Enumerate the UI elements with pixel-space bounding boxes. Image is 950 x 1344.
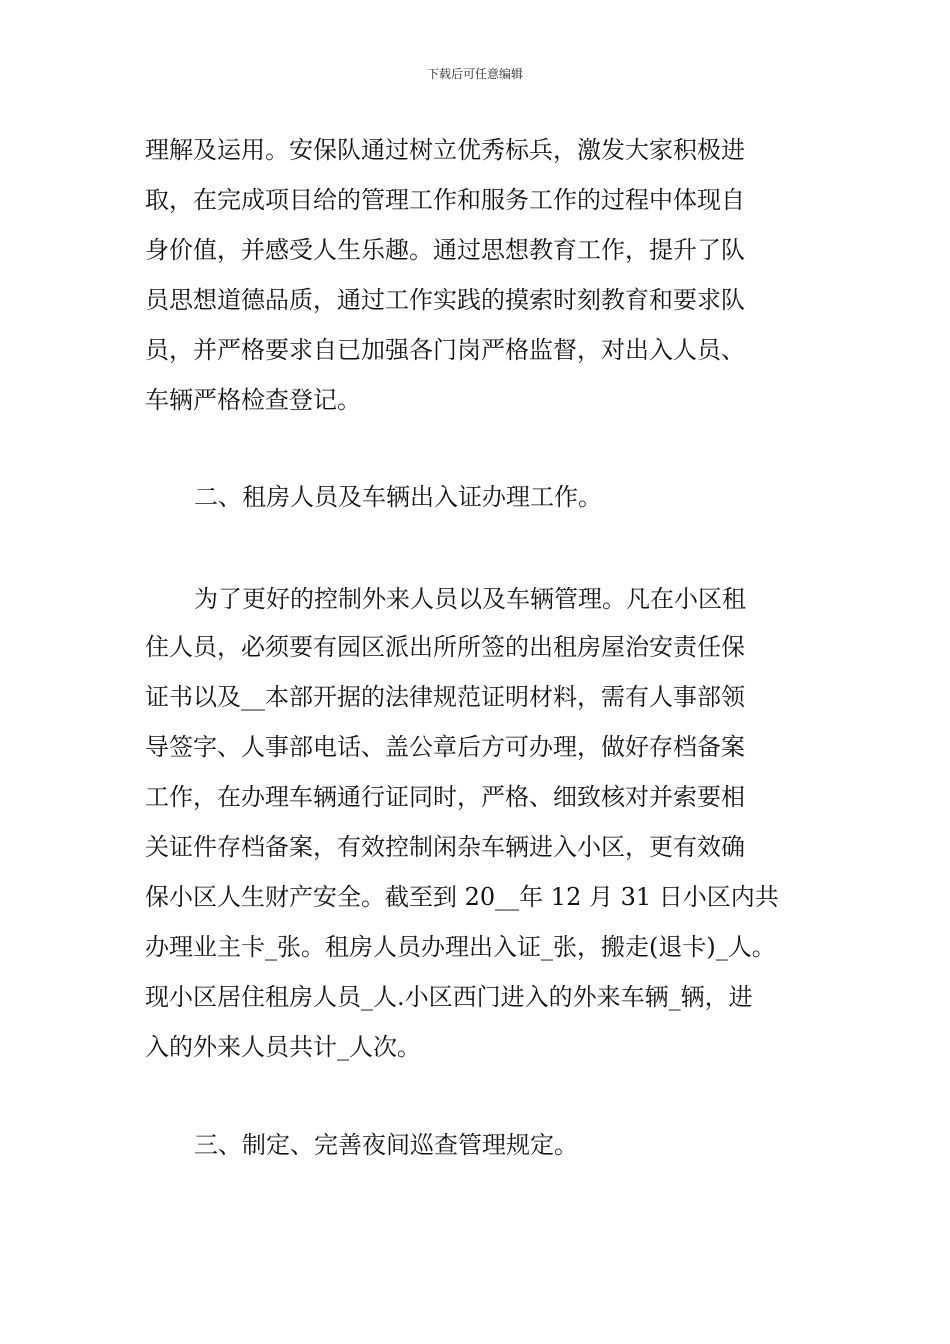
paragraph-1-line: 员思想道德品质，通过工作实践的摸索时刻教育和要求队 bbox=[145, 286, 745, 314]
paragraph-1-line: 员，并严格要求自已加强各门岗严格监督，对出入人员、 bbox=[145, 336, 745, 364]
paragraph-1-line: 身价值，并感受人生乐趣。通过思想教育工作，提升了队 bbox=[145, 236, 745, 264]
paragraph-1-line: 理解及运用。安保队通过树立优秀标兵，激发大家积极进 bbox=[145, 136, 745, 164]
paragraph-2-line: 入的外来人员共计_人次。 bbox=[145, 1033, 421, 1061]
paragraph-2-line: 保小区人生财产安全。截至到 20__年 12 月 31 日小区内共 bbox=[145, 883, 779, 911]
paragraph-2-line: 导签字、人事部电话、盖公章后方可办理，做好存档备案 bbox=[145, 733, 745, 761]
paragraph-2-line: 工作，在办理车辆通行证同时，严格、细致核对并索要相 bbox=[145, 783, 745, 811]
paragraph-2-line: 关证件存档备案，有效控制闲杂车辆进入小区，更有效确 bbox=[145, 833, 745, 861]
section-heading-2: 二、租房人员及车辆出入证办理工作。 bbox=[194, 483, 602, 511]
paragraph-2-line: 住人员，必须要有园区派出所所签的出租房屋治安责任保 bbox=[145, 633, 745, 661]
paragraph-2-line: 为了更好的控制外来人员以及车辆管理。凡在小区租 bbox=[194, 585, 746, 613]
page-header: 下载后可任意编辑 bbox=[426, 67, 523, 81]
paragraph-1-line: 车辆严格检查登记。 bbox=[145, 386, 361, 414]
paragraph-2-line: 办理业主卡_张。租房人员办理出入证_张，搬走(退卡)_人。 bbox=[145, 933, 776, 961]
paragraph-1-line: 取，在完成项目给的管理工作和服务工作的过程中体现自 bbox=[145, 186, 745, 214]
paragraph-2-line: 证书以及__本部开据的法律规范证明材料，需有人事部领 bbox=[145, 683, 745, 711]
paragraph-2-line: 现小区居住租房人员_人.小区西门进入的外来车辆_辆，进 bbox=[145, 983, 753, 1011]
section-heading-3: 三、制定、完善夜间巡查管理规定。 bbox=[194, 1131, 578, 1159]
